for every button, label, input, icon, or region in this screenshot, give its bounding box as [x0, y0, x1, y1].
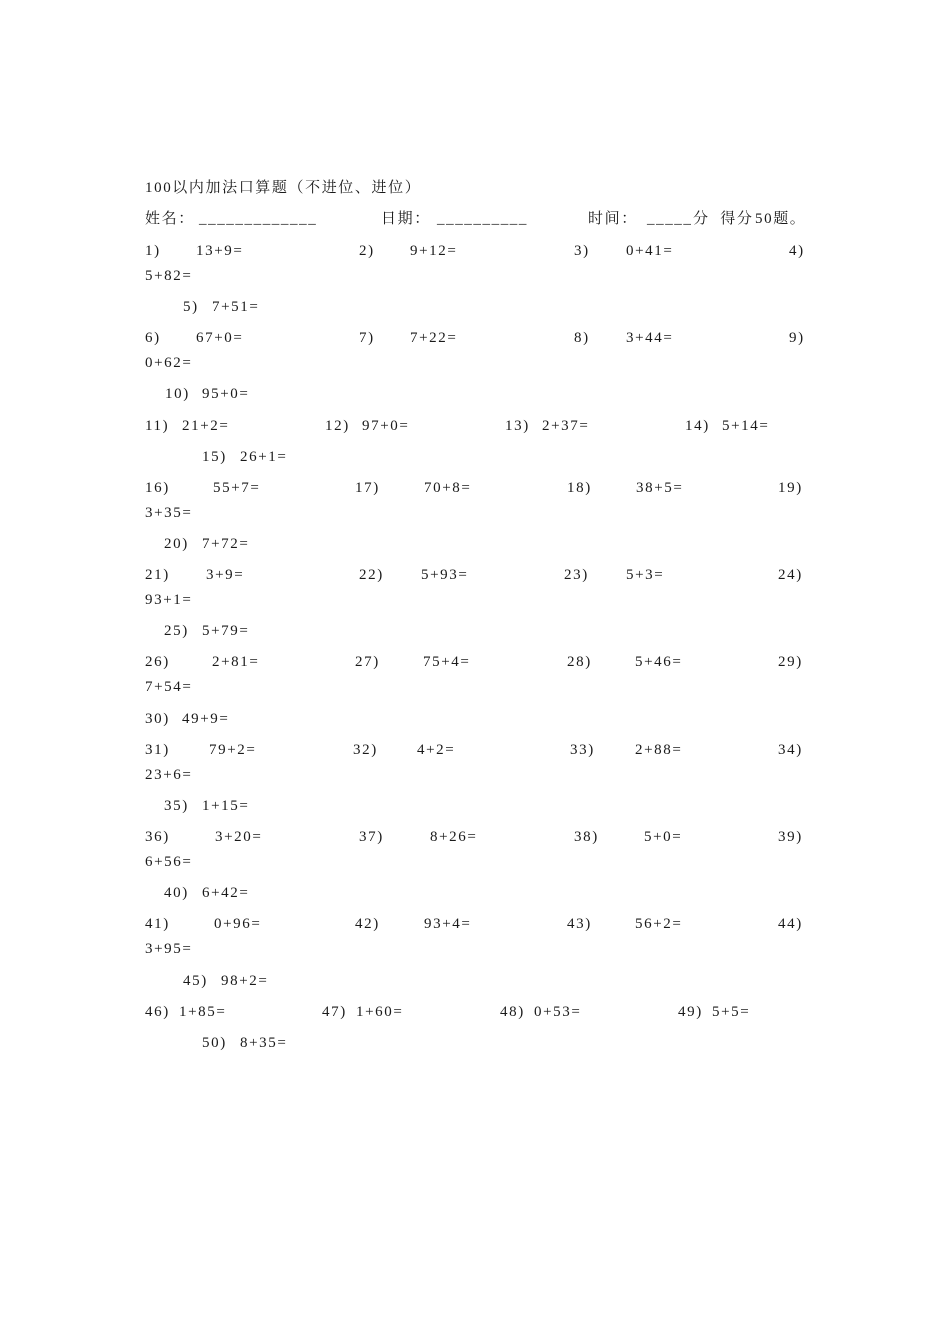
problem-number: 43): [567, 916, 592, 932]
problem-number: 35): [164, 798, 189, 814]
problem-expression: 0+53=: [534, 1004, 582, 1020]
problem-expression: 5+3=: [626, 567, 665, 583]
problem-expression: 1+15=: [202, 798, 250, 814]
problem-number: 4): [789, 243, 805, 259]
problem-number: 22): [359, 567, 384, 583]
problem-number: 38): [574, 829, 599, 845]
problem-number: 6): [145, 330, 161, 346]
problem-number: 48): [500, 1004, 525, 1020]
problem-expression: 4+2=: [417, 742, 456, 758]
problem-number: 28): [567, 654, 592, 670]
problem-expression: 2+81=: [212, 654, 260, 670]
problem-expression: 38+5=: [636, 480, 684, 496]
problem-number: 45): [183, 973, 208, 989]
problem-number: 20): [164, 536, 189, 552]
problem-number: 3): [574, 243, 590, 259]
problem-expression: 7+72=: [202, 536, 250, 552]
problem-expression: 97+0=: [362, 418, 410, 434]
worksheet-title: 100以内加法口算题（不进位、进位）: [145, 180, 422, 196]
problem-number: 2): [359, 243, 375, 259]
problem-number: 8): [574, 330, 590, 346]
problem-expression: 95+0=: [202, 386, 250, 402]
problem-expression: 9+12=: [410, 243, 458, 259]
problem-expression: 3+35=: [145, 505, 193, 521]
date-label: 日期：: [381, 211, 431, 227]
problem-number: 44): [778, 916, 803, 932]
problem-expression: 70+8=: [424, 480, 472, 496]
problem-number: 23): [564, 567, 589, 583]
problem-number: 19): [778, 480, 803, 496]
problem-number: 17): [355, 480, 380, 496]
problem-expression: 3+9=: [206, 567, 245, 583]
problem-number: 34): [778, 742, 803, 758]
problem-expression: 21+2=: [182, 418, 230, 434]
problem-expression: 7+51=: [212, 299, 260, 315]
score-label: 分 得分: [693, 211, 754, 227]
problem-expression: 5+93=: [421, 567, 469, 583]
problem-number: 47): [322, 1004, 347, 1020]
total-label: 50题。: [755, 211, 807, 227]
problem-number: 13): [505, 418, 530, 434]
problem-expression: 0+62=: [145, 355, 193, 371]
problem-number: 27): [355, 654, 380, 670]
time-blank: _____: [647, 211, 693, 227]
problem-expression: 13+9=: [196, 243, 244, 259]
problem-number: 46): [145, 1004, 170, 1020]
problem-number: 42): [355, 916, 380, 932]
problem-number: 32): [353, 742, 378, 758]
problem-expression: 1+85=: [179, 1004, 227, 1020]
date-blank: __________: [437, 211, 528, 227]
problem-number: 33): [570, 742, 595, 758]
problem-number: 1): [145, 243, 161, 259]
problem-number: 36): [145, 829, 170, 845]
problem-expression: 55+7=: [213, 480, 261, 496]
problem-number: 15): [202, 449, 227, 465]
problem-expression: 3+95=: [145, 941, 193, 957]
problem-expression: 3+44=: [626, 330, 674, 346]
problem-number: 26): [145, 654, 170, 670]
problem-expression: 5+79=: [202, 623, 250, 639]
problem-number: 39): [778, 829, 803, 845]
problem-expression: 23+6=: [145, 767, 193, 783]
problem-number: 30): [145, 711, 170, 727]
problem-expression: 26+1=: [240, 449, 288, 465]
problem-expression: 49+9=: [182, 711, 230, 727]
problem-expression: 2+88=: [635, 742, 683, 758]
problem-expression: 5+14=: [722, 418, 770, 434]
problem-expression: 79+2=: [209, 742, 257, 758]
problem-number: 21): [145, 567, 170, 583]
problem-expression: 8+35=: [240, 1035, 288, 1051]
problem-number: 25): [164, 623, 189, 639]
problem-number: 49): [678, 1004, 703, 1020]
problem-expression: 93+1=: [145, 592, 193, 608]
time-label: 时间：: [588, 211, 638, 227]
problem-expression: 93+4=: [424, 916, 472, 932]
problem-number: 14): [685, 418, 710, 434]
problem-number: 5): [183, 299, 199, 315]
name-label: 姓名：: [145, 211, 195, 227]
problem-expression: 5+5=: [712, 1004, 751, 1020]
problem-expression: 7+22=: [410, 330, 458, 346]
problem-expression: 0+41=: [626, 243, 674, 259]
problem-number: 37): [359, 829, 384, 845]
problem-expression: 7+54=: [145, 679, 193, 695]
problem-number: 11): [145, 418, 170, 434]
problem-number: 50): [202, 1035, 227, 1051]
problem-expression: 0+96=: [214, 916, 262, 932]
problem-number: 40): [164, 885, 189, 901]
problem-expression: 67+0=: [196, 330, 244, 346]
problem-number: 24): [778, 567, 803, 583]
problem-expression: 5+46=: [635, 654, 683, 670]
name-blank: _____________: [199, 211, 318, 227]
problem-number: 41): [145, 916, 170, 932]
problem-expression: 5+0=: [644, 829, 683, 845]
problem-number: 18): [567, 480, 592, 496]
problem-expression: 6+56=: [145, 854, 193, 870]
problem-number: 12): [325, 418, 350, 434]
problem-number: 29): [778, 654, 803, 670]
problem-expression: 56+2=: [635, 916, 683, 932]
problem-number: 16): [145, 480, 170, 496]
problem-expression: 5+82=: [145, 268, 193, 284]
problem-expression: 3+20=: [215, 829, 263, 845]
problem-expression: 8+26=: [430, 829, 478, 845]
problem-expression: 1+60=: [356, 1004, 404, 1020]
problem-number: 9): [789, 330, 805, 346]
problem-number: 31): [145, 742, 170, 758]
problem-expression: 2+37=: [542, 418, 590, 434]
problem-number: 10): [165, 386, 190, 402]
problem-expression: 98+2=: [221, 973, 269, 989]
problem-expression: 6+42=: [202, 885, 250, 901]
problem-number: 7): [359, 330, 375, 346]
problem-expression: 75+4=: [423, 654, 471, 670]
